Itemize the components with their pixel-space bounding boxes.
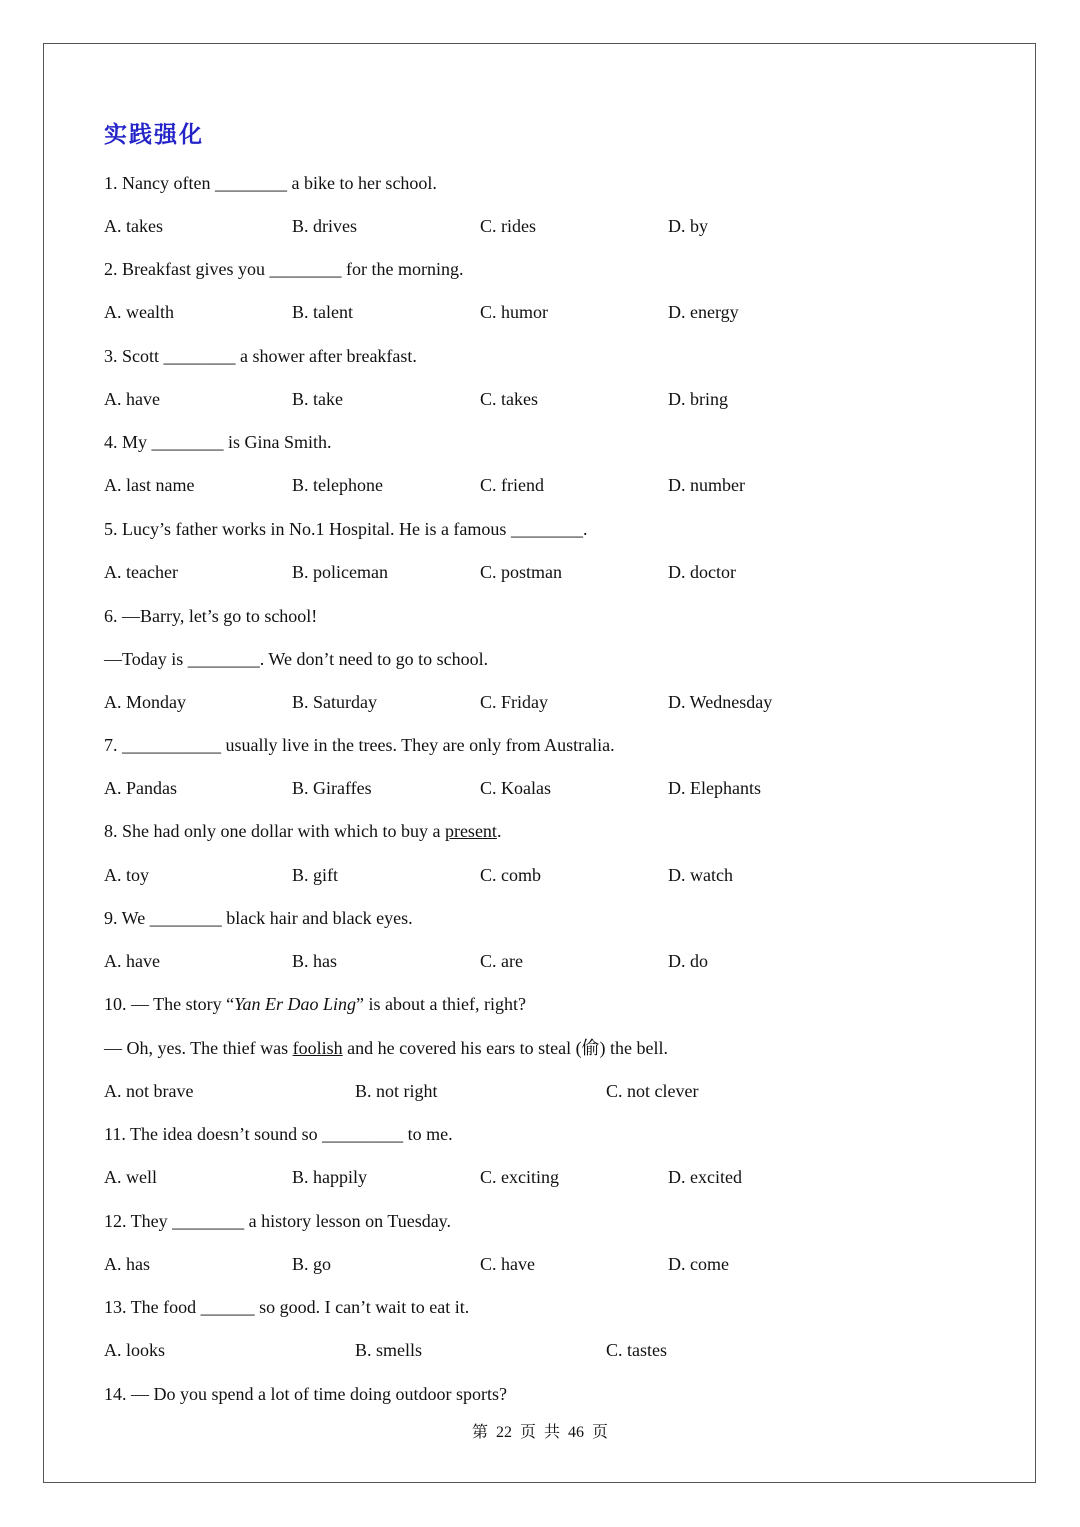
option-a: A. has [104,1254,150,1274]
question-10 [104,993,526,1015]
option-a: A. last name [104,475,195,495]
option-a: A. wealth [104,302,174,322]
option-c: C. tastes [606,1340,667,1360]
question-14: 14. — Do you spend a lot of time doing outdoor sports? [104,1384,507,1404]
answer-blank: ______ [200,1297,255,1317]
question-text: to me. [403,1124,453,1144]
option-b: B. has [292,951,337,971]
answer-blank: ________ [163,346,236,366]
question-text: 4. My [104,432,152,452]
option-a: A. takes [104,216,163,236]
question-text: is Gina Smith. [223,432,332,452]
option-b: B. smells [355,1340,423,1360]
option-a: A. not brave [104,1081,194,1101]
option-b: B. Giraffes [292,778,372,798]
section-title: 实践强化 [104,122,204,148]
answer-blank: ___________ [122,735,221,755]
question-text: usually live in the trees. They are only from Australia. [221,735,615,755]
answer-blank: _________ [322,1124,404,1144]
option-d: D. bring [668,389,728,409]
answer-blank: ________ [187,649,260,669]
answer-blank: ________ [172,1211,245,1231]
question-text: and he covered his ears to steal (偷) the bell. [342,1038,669,1058]
question-text: for the morning. [341,259,464,279]
question-text: 12. They [104,1211,173,1231]
option-d: D. doctor [668,562,736,582]
option-d: D. number [668,475,745,495]
answer-blank: ________ [214,173,287,193]
question-text: —Today is [104,649,188,669]
option-a: A. toy [104,865,149,885]
option-a: A. Pandas [104,778,177,798]
option-c: C. friend [480,475,544,495]
option-b: B. not right [355,1081,438,1101]
question-text: 7. [104,735,122,755]
page-footer [0,1419,1080,1442]
question-6: 6. —Barry, let’s go to school! [104,606,318,626]
option-d: D. by [668,216,708,236]
option-a: A. have [104,389,160,409]
option-c: C. not clever [606,1081,699,1101]
option-d: D. Elephants [668,778,761,798]
answer-blank: ________ [151,432,224,452]
option-b: B. gift [292,865,339,885]
question-text: 3. Scott [104,346,164,366]
option-b: B. Saturday [292,692,377,712]
question-text: a shower after breakfast. [235,346,417,366]
question-1 [104,172,437,194]
option-c: C. have [480,1254,535,1274]
option-c: C. takes [480,389,538,409]
question-text: black hair and black eyes. [221,908,413,928]
question-text: . We don’t need to go to school. [259,649,489,669]
option-c: C. humor [480,302,549,322]
footer-text: 共 [544,1424,561,1441]
option-c: C. rides [480,216,536,236]
option-a: A. teacher [104,562,178,582]
question-8 [104,820,501,842]
question-2 [104,258,463,280]
option-b: B. policeman [292,562,388,582]
question-text: a bike to her school. [286,173,437,193]
question-text: — Oh, yes. The thief was [104,1038,293,1058]
question-3 [104,345,417,367]
question-9 [104,907,413,929]
question-5 [104,518,587,540]
question-11 [104,1123,453,1145]
option-b: B. take [292,389,343,409]
option-c: C. postman [480,562,563,582]
answer-blank: ________ [269,259,342,279]
question-text: 2. Breakfast gives you [104,259,270,279]
question-text: a history lesson on Tuesday. [244,1211,452,1231]
question-10-reply [104,1037,668,1059]
question-text: . [582,519,588,539]
question-13 [104,1296,469,1318]
question-text: 11. The idea doesn’t sound so [104,1124,323,1144]
underlined-word: foolish [292,1038,343,1058]
answer-blank: ________ [510,519,583,539]
option-b: B. happily [292,1167,367,1187]
option-c: C. Koalas [480,778,551,798]
footer-text: 页 [519,1424,536,1441]
option-a: A. well [104,1167,157,1187]
option-c: C. exciting [480,1167,559,1187]
option-b: B. talent [292,302,353,322]
question-text: 5. Lucy’s father works in No.1 Hospital. He is a famous [104,519,511,539]
question-6-reply [104,648,488,670]
question-text: 8. She had only one dollar with which to buy a [104,821,445,841]
option-a: A. have [104,951,160,971]
question-text: 13. The food [104,1297,201,1317]
option-b: B. drives [292,216,357,236]
total-pages-number: 46 [568,1424,585,1441]
option-d: D. do [668,951,708,971]
option-d: D. watch [668,865,733,885]
option-b: B. telephone [292,475,383,495]
underlined-word: present [444,821,497,841]
option-d: D. come [668,1254,729,1274]
question-text: so good. I can’t wait to eat it. [254,1297,470,1317]
current-page-number: 22 [495,1424,512,1441]
footer-text: 第 [471,1424,488,1441]
option-b: B. go [292,1254,332,1274]
story-title: Yan Er Dao Ling [234,994,357,1014]
option-d: D. energy [668,302,739,322]
question-text: ” is about a thief, right? [356,994,526,1014]
question-4 [104,431,332,453]
option-c: C. comb [480,865,541,885]
option-d: D. excited [668,1167,742,1187]
option-c: C. are [480,951,523,971]
question-text: . [496,821,502,841]
question-12 [104,1210,451,1232]
footer-text: 页 [592,1424,609,1441]
question-text: 9. We [104,908,150,928]
option-a: A. Monday [104,692,186,712]
option-d: D. Wednesday [668,692,773,712]
answer-blank: ________ [149,908,222,928]
question-7 [104,734,615,756]
question-text: 10. — The story “ [104,994,235,1014]
option-c: C. Friday [480,692,549,712]
question-text: 1. Nancy often [104,173,215,193]
option-a: A. looks [104,1340,166,1360]
